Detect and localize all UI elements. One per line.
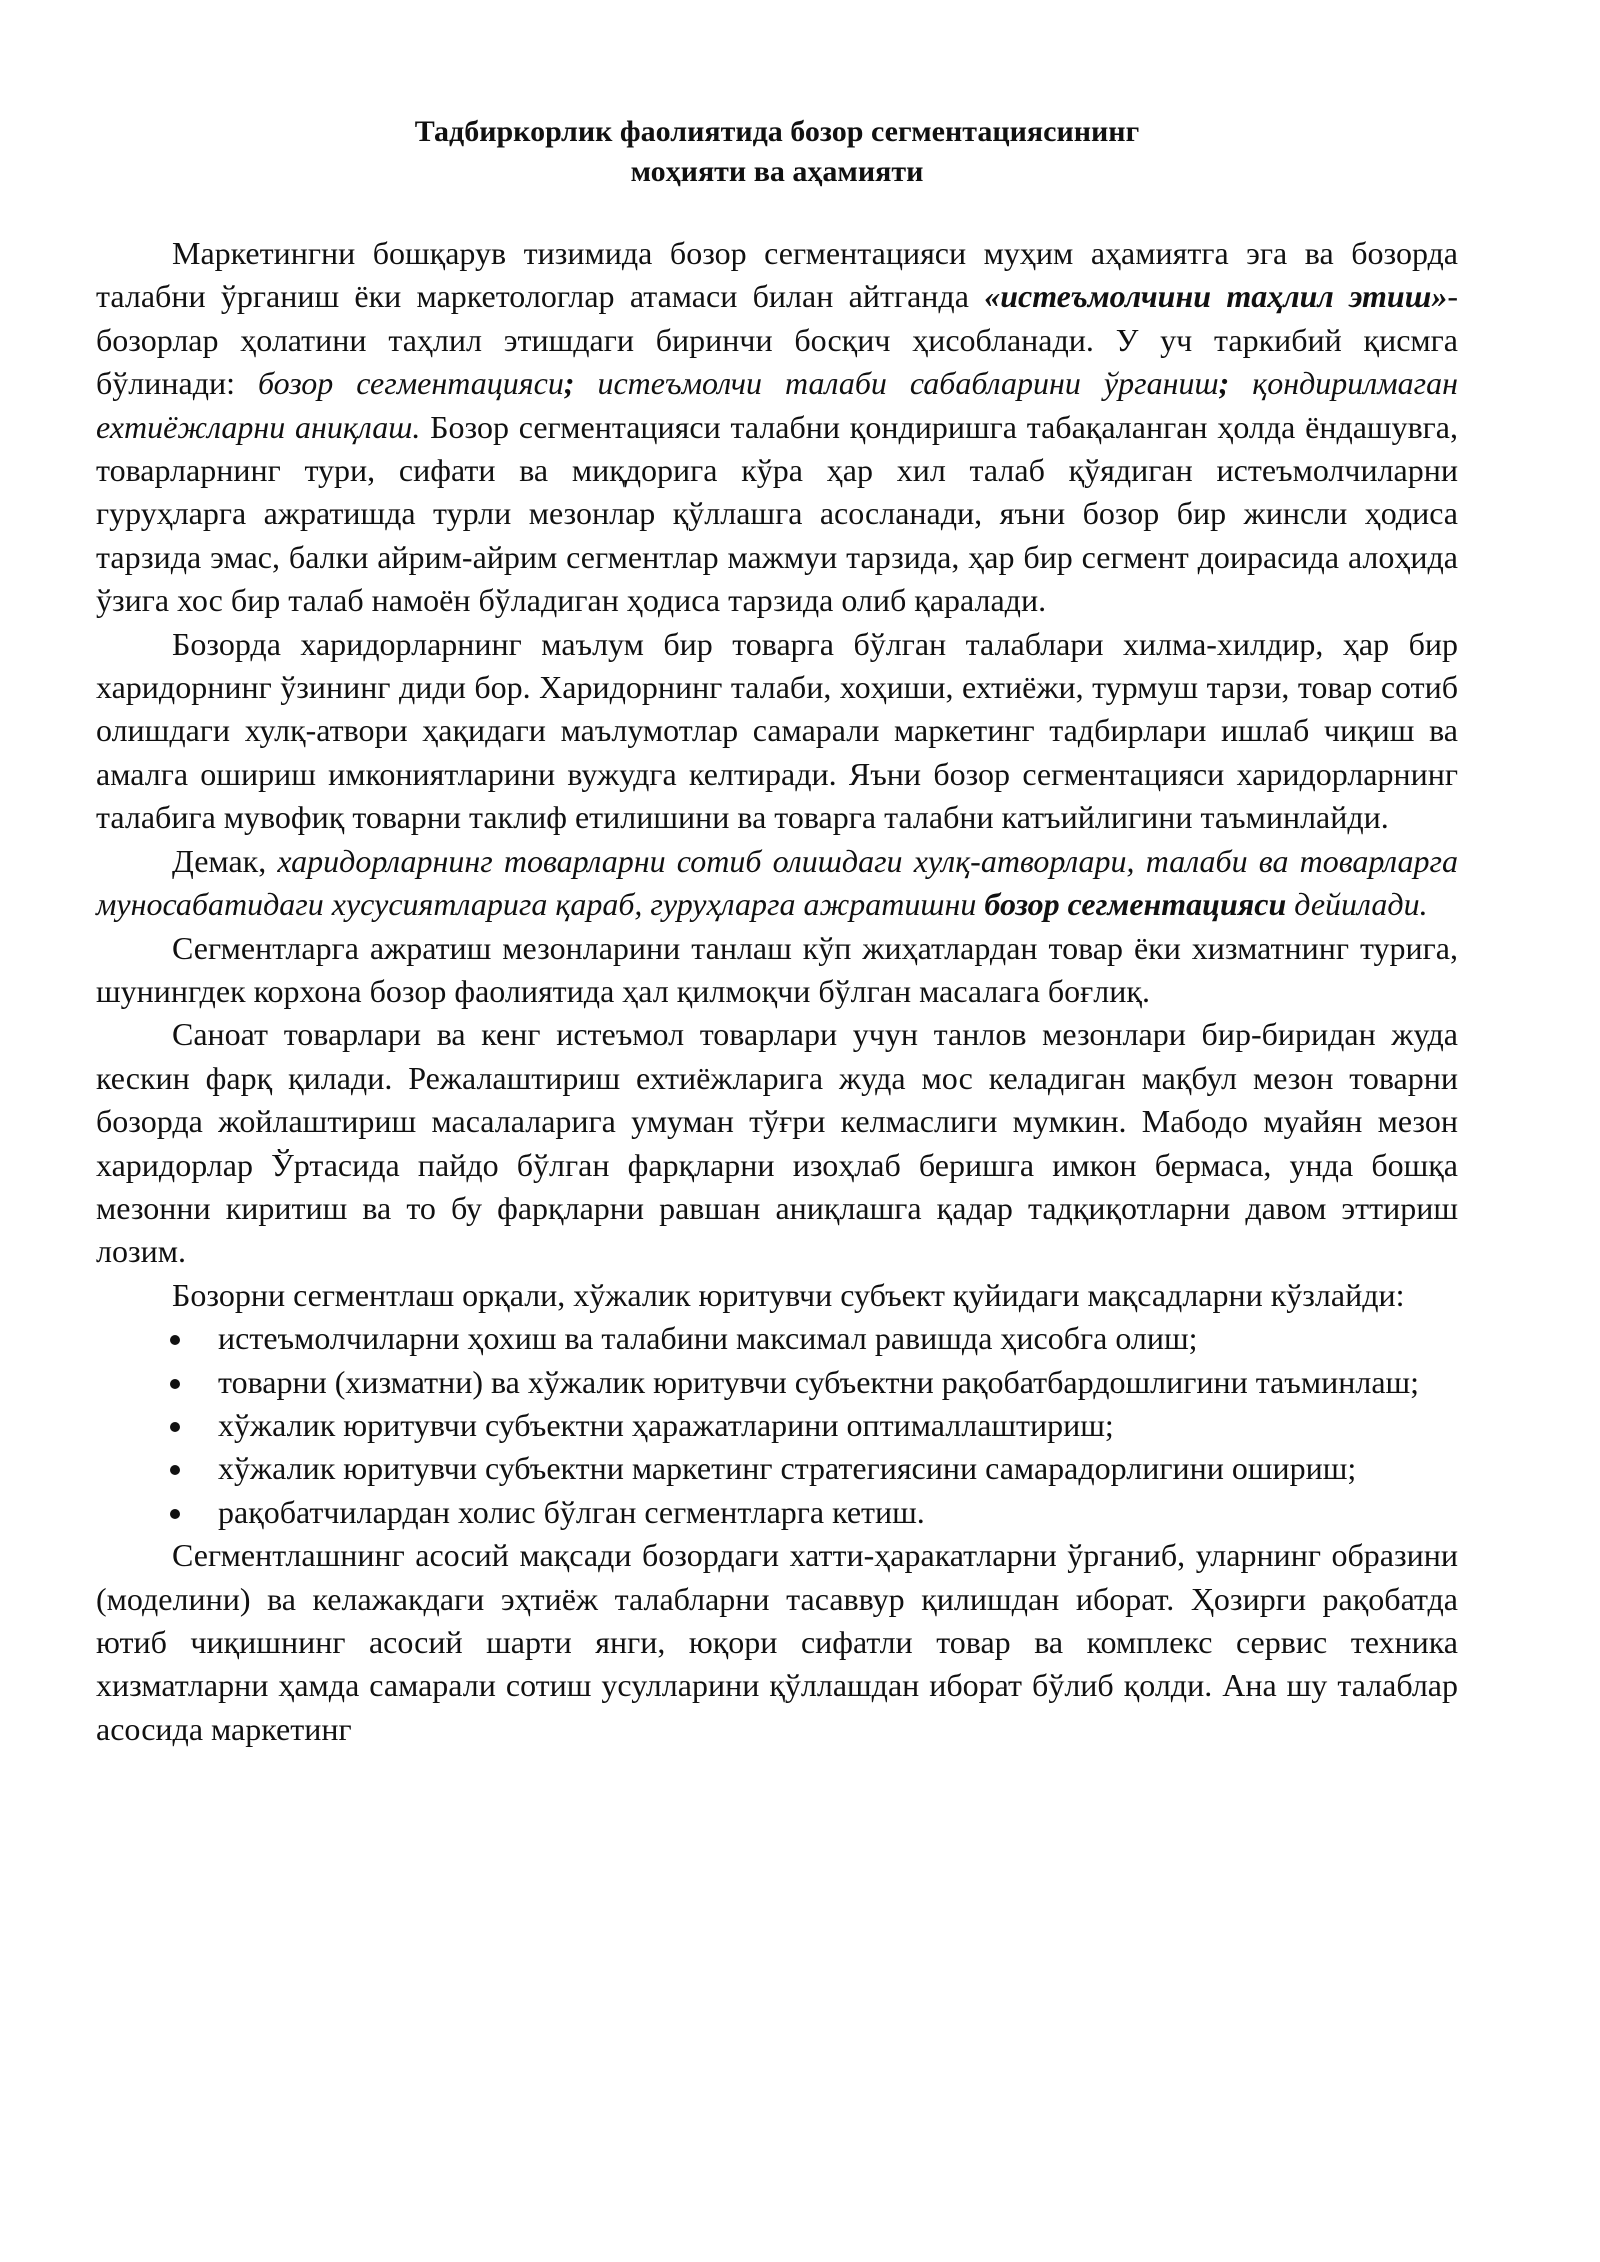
paragraph-7: Сегментлашнинг асосий мақсади бозордаги хатти-ҳаракатларни ўрганиб, уларнинг образини (моделини) ва келажакдаги эҳтиёж талабларни тасаввур қилишдан иборат. Ҳозирги рақобатда ютиб чиқишнинг асосий шарти янги, юқори сифатли товар ва комплекс сервис техника хизматларни ҳамда самарали сотиш усулларини қўллашдан иборат бўлиб қолди. Ана шу талаблар асосида маркетинг xyxy=(96,1537,1458,1747)
paragraph-2: Бозорда харидорларнинг маълум бир товарга бўлган талаблари хилма-хилдир, ҳар бир харидорнинг ўзининг диди бор. Харидорнинг талаби, хоҳиши, ехтиёжи, турмуш тарзи, товар сотиб олишдаги хулқ-атвори ҳақидаги маълумотлар самарали маркетинг тадбирлари ишлаб чиқиш ва амалга ошириш имкониятларини вужудга келтиради. Яъни бозор сегментацияси харидорларнинг талабига мувофиқ товарни таклиф етилишини ва товарга талабни катъийлигини таъминлайди. xyxy=(96,625,1458,836)
p1-semicolon-1: ; xyxy=(563,365,575,402)
paragraph-5: Саноат товарлари ва кенг истеъмол товарлари учун танлов мезонлари бир-биридан жуда кескин фарқ қилади. Режалаштириш ехтиёжларига жуда мос келадиган мақбул мезон товарни бозорда жойлаштириш масалаларига умуман тўғри келмаслиги мумкин. Мабодо муайян мезон харидорлар Ўртасида пайдо бўлган фарқларни изоҳлаб беришга имкон бермаса, унда бошқа мезонни киритиш ва то бу фарқларни равшан аниқлашга қадар тадқиқотларни давом эттириш лозим. xyxy=(96,1016,1458,1270)
list-item xyxy=(218,1317,1458,1360)
p1-demand-reasons-term: истеъмолчи талаби сабабларини ўрганиш xyxy=(574,365,1219,402)
paragraph-1 xyxy=(96,232,1458,623)
bullet-icon xyxy=(170,1465,180,1475)
p1-segmentation-term: бозор сегментацияси xyxy=(257,365,564,402)
list-item-text: товарни (хизматни) ва хўжалик юритувчи субъектни рақобатбардошлигини таъминлаш; xyxy=(218,1363,1420,1400)
p1-text-c: - бозорлар ҳолатини таҳлил этишдаги биринчи босқич ҳисобланади. У уч таркибий қисмга бўлинади: xyxy=(96,278,1459,402)
p3-text-d: дейилади. xyxy=(1286,886,1428,923)
bullet-icon xyxy=(170,1422,180,1432)
document-page xyxy=(96,112,1458,1751)
paragraph-6: Бозорни сегментлаш орқали, хўжалик юритувчи субъект қуйидаги мақсадларни кўзлайди: xyxy=(172,1276,1405,1313)
list-item-text: хўжалик юритувчи субъектни маркетинг стратегиясини самарадорлигини ошириш; xyxy=(218,1450,1357,1487)
document-title xyxy=(96,112,1458,192)
goals-list xyxy=(96,1317,1458,1534)
p1-text-i: Бозор сегментацияси талабни қондиришга табақаланган ҳолда ёндашувга, товарларнинг тури, сифати ва миқдорига кўра ҳар хил талаб қўядиган истеъмолчиларни гуруҳларга ажратишда турли мезонлар қўллашга асосланади, яъни бозор бир жинсли ҳодиса тарзида эмас, балки айрим-айрим сегментлар мажмуи тарзида, ҳар бир сегмент доирасида алоҳида ўзига хос бир талаб намоён бўладиган ҳодиса тарзида олиб қаралади. xyxy=(96,408,1459,619)
p3-segmentation-term: бозор сегментацияси xyxy=(984,886,1287,923)
p1-semicolon-2: ; xyxy=(1218,365,1230,402)
bullet-icon xyxy=(170,1335,180,1345)
list-item xyxy=(218,1404,1458,1447)
bullet-icon xyxy=(170,1379,180,1389)
p3-definition-italic: харидорларнинг товарларни сотиб олишдаги хулқ-атворлари, талаби ва товарларга муносабатидаги хусусиятларига қараб, гуруҳларга ажратишни xyxy=(96,842,1459,923)
p3-text-a: Демак, xyxy=(172,842,278,879)
title-line-1: Тадбиркорлик фаолиятида бозор сегментациясининг xyxy=(414,115,1140,148)
list-item-text: рақобатчилардан холис бўлган сегментларга кетиш. xyxy=(218,1493,925,1530)
paragraph-3 xyxy=(96,840,1458,927)
paragraph-4: Сегментларга ажратиш мезонларини танлаш кўп жиҳатлардан товар ёки хизматнинг турига, шунингдек корхона бозор фаолиятида ҳал қилмоқчи бўлган масалага боғлиқ. xyxy=(96,929,1458,1009)
list-item-text: хўжалик юритувчи субъектни ҳаражатларини оптималлаштириш; xyxy=(218,1406,1114,1443)
list-item xyxy=(218,1361,1458,1404)
title-line-2: моҳияти ва аҳамияти xyxy=(630,155,924,188)
list-item-text: истеъмолчиларни ҳохиш ва талабини максимал равишда ҳисобга олиш; xyxy=(218,1320,1198,1357)
list-item xyxy=(218,1447,1458,1490)
p1-consumer-analysis-term: «истеъмолчини таҳлил этиш» xyxy=(984,278,1448,315)
p1-text-a: Маркетингни бошқарув тизимида бозор сегментацияси муҳим аҳамиятга эга ва бозорда талабни ўрганиш ёки маркетологлар атамаси билан айтганда xyxy=(96,235,1458,315)
p1-unmet-needs-term: қондирилмаган ехтиёжларни аниқлаш. xyxy=(96,365,1459,445)
list-item xyxy=(218,1491,1458,1534)
bullet-icon xyxy=(170,1509,180,1519)
